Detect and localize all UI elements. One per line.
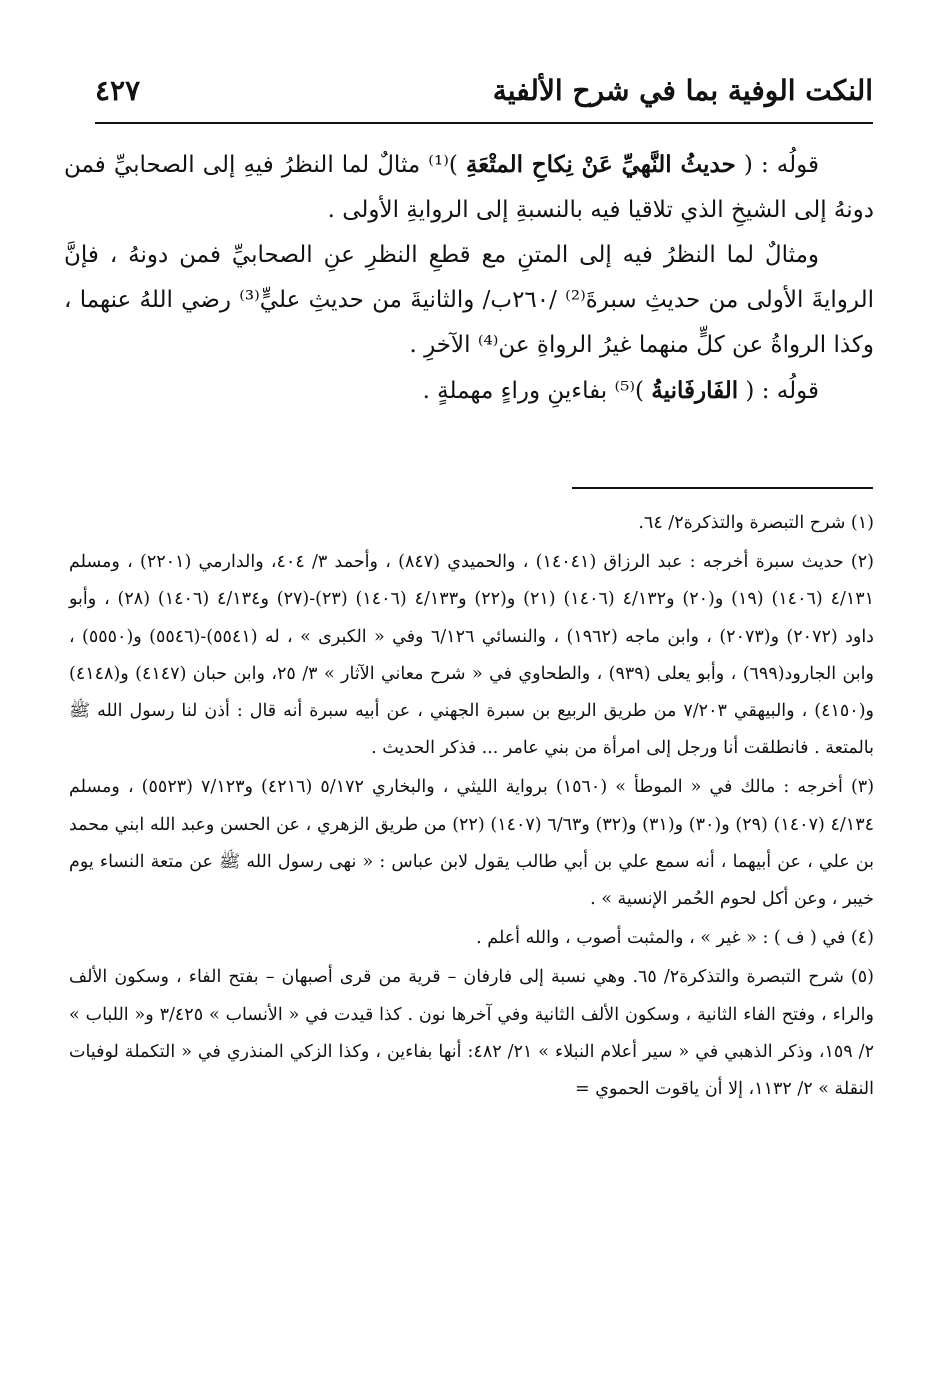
footnote-separator — [572, 487, 873, 489]
footnote-3: (٣) أخرجه : مالك في « الموطأ » (١٥٦٠) برواية الليثي ، والبخاري ٥/١٧٢ (٤٢١٦) و٧/١٢٣ (٥٥٢٣) ، ومسلم ٤/١٣٤ (١٤٠٧) (٢٩) و(٣٠) و(٣١) و(٣٢) و٦/٦٣ (١٤٠٧) (٢٢) من طريق الزهري ، عن الحسن وعبد الله ابني محمد بن علي ، عن أبيهما ، أنه سمع علي بن أبي طالب يقول لابن عباس : « نهى رسول الله ﷺ عن متعة النساء يوم خيبر ، وعن أكل لحوم الحُمر الإنسية » . — [69, 777, 875, 910]
footnotes — [69, 505, 874, 1108]
paragraph-2: ومثالٌ لما النظرُ فيه إلى المتنِ مع قطعِ النظرِ عنِ الصحابيِّ فمن دونهُ ، فإنَّ الروايةَ الأولى من حديثِ سبرةَ⁽²⁾ /٢٦٠ب/ والثانيةَ من حديثِ عليٍّ⁽³⁾ رضي اللهُ عنهما ، وكذا الرواةُ عن كلٍّ منهما غيرُ الرواةِ عن⁽⁴⁾ الآخرِ . — [64, 242, 874, 358]
paragraph-1-text: )⁽¹⁾ مثالٌ لما النظرُ فيهِ إلى الصحابيِّ فمن دونهُ إلى الشيخِ الذي تلاقيا فيه بالنسبةِ إلى الروايةِ الأولى . — [64, 152, 874, 223]
footnote-4: (٤) في ( ف ) : « غير » ، والمثبت أصوب ، والله أعلم . — [476, 928, 874, 949]
paragraph-1 — [64, 142, 874, 233]
book-title: النكت الوفية بما في شرح الألفية — [492, 74, 873, 107]
running-header — [95, 70, 873, 120]
quoted-phrase-2: الفَارفَانيةُ — [651, 377, 739, 404]
footnote-2: (٢) حديث سبرة أخرجه : عبد الرزاق (١٤٠٤١) ، والحميدي (٨٤٧) ، وأحمد ٣/ ٤٠٤، والدارمي (٢٢٠١) ، ومسلم ٤/١٣١ (١٤٠٦) (١٩) و(٢٠) و٤/١٣٢ (١٤٠٦) (٢١) و(٢٢) و٤/١٣٣ (١٤٠٦) (٢٣)-(٢٧) و٤/١٣٤ (١٤٠٦) (٢٨) ، وأبو داود (٢٠٧٢) و(٢٠٧٣) ، وابن ماجه (١٩٦٢) ، والنسائي ٦/١٢٦ وفي « الكبرى » ، له (٥٥٤١)-(٥٥٤٦) و(٥٥٥٠) ، وابن الجارود(٦٩٩) ، وأبو يعلى (٩٣٩) ، والطحاوي في « شرح معاني الآثار » ٣/ ٢٥، وابن حبان (٤١٤٧) و(٤١٤٨) و(٤١٥٠) ، والبيهقي ٧/٢٠٣ من طريق الربيع بن سبرة الجهني ، عن أبيه سبرة أنه قال : أذن لنا رسول الله ﷺ بالمتعة . فانطلقت أنا ورجل إلى امرأة من بني عامر ... فذكر الحديث . — [69, 552, 875, 759]
paragraph-3 — [64, 368, 874, 414]
main-text — [64, 142, 874, 414]
paragraph-3-intro: قولُه : ( — [738, 378, 819, 404]
footnote-5: (٥) شرح التبصرة والتذكرة٢/ ٦٥. وهي نسبة إلى فارفان – قرية من قرى أصبهان – بفتح الفاء ، وسكون الألف والراء ، وفتح الفاء الثانية ، وسكون الألف الثانية وفي آخرها نون . كذا قيدت في « الأنساب » ٣/٤٢٥ و« اللباب » ٢/ ١٥٩، وذكر الذهبي في « سير أعلام النبلاء » ٢١/ ٤٨٢: أنها بفاءين ، وكذا الزكي المنذري في « التكملة لوفيات النقلة » ٢/ ١١٣٢، إلا أن ياقوت الحموي = — [69, 967, 874, 1100]
footnote-1: (١) شرح التبصرة والتذكرة٢/ ٦٤. — [638, 513, 874, 533]
page-number: ٤٢٧ — [95, 74, 141, 107]
paragraph-1-intro: قولُه : ( — [735, 152, 820, 178]
paragraph-3-text: )⁽⁵⁾ بفاءينِ وراءٍ مهملةٍ . — [422, 378, 652, 404]
quoted-phrase-1: حديثُ النَّهيِّ عَنْ نِكاحِ المتْعَةِ — [465, 151, 736, 178]
header-rule — [95, 122, 873, 124]
